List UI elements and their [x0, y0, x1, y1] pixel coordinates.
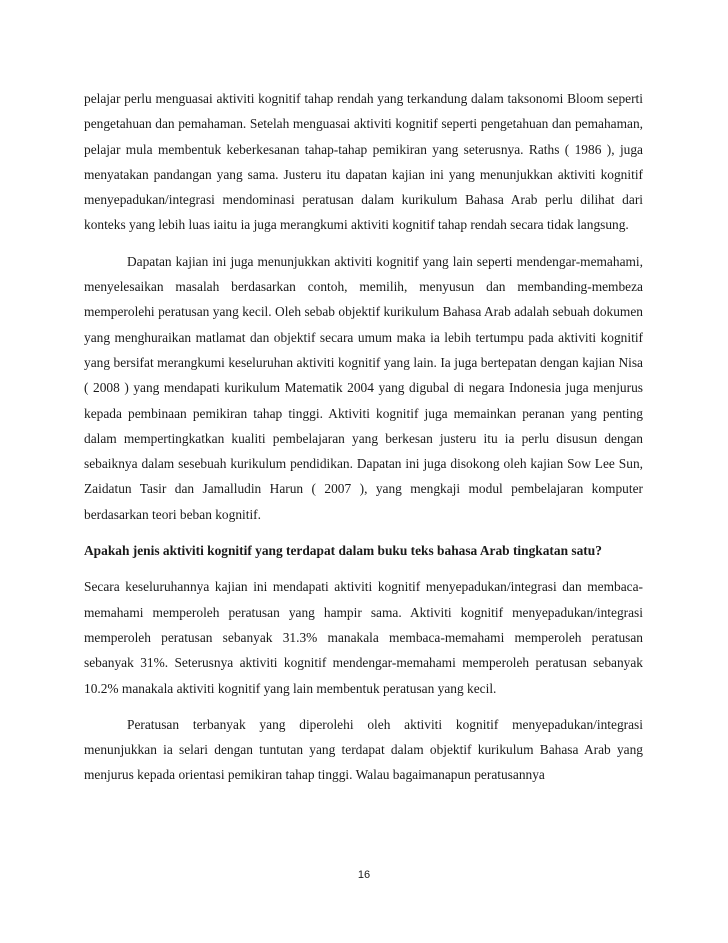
paragraph-2: Dapatan kajian ini juga menunjukkan aktiviti kognitif yang lain seperti mendengar-memahami, menyelesaikan masalah berdasarkan contoh, memilih, menyusun dan membanding-membeza memperolehi peratusan yang kecil. Oleh sebab objektif kurikulum Bahasa Arab adalah sebuah dokumen yang menghuraikan matlamat dan objektif secara umum maka ia lebih tertumpu pada aktiviti kognitif yang bersifat merangkumi keseluruhan aktiviti kognitif yang lain. Ia juga bertepatan dengan kajian Nisa ( 2008 ) yang mendapati kurikulum Matematik 2004 yang digubal di negara Indonesia juga menjurus kepada pembinaan pemikiran tahap tinggi. Aktiviti kognitif juga memainkan peranan yang penting dalam mempertingkatkan kualiti pembelajaran yang berkesan justeru itu ia perlu disusun dengan sebaiknya dalam sesebuah kurikulum pendidikan. Dapatan ini juga disokong oleh kajian Sow Lee Sun, Zaidatun Tasir dan Jamalludin Harun ( 2007 ), yang mengkaji modul pembelajaran komputer berdasarkan teori beban kognitif.	[84, 253, 643, 522]
paragraph-3: Secara keseluruhannya kajian ini mendapati aktiviti kognitif menyepadukan/integrasi dan membaca-memahami memperoleh peratusan yang hampir sama. Aktiviti kognitif menyepadukan/integrasi memperoleh peratusan sebanyak 31.3% manakala membaca-memahami memperoleh peratusan sebanyak 31%. Seterusnya aktiviti kognitif mendengar-memahami memperoleh peratusan sebanyak 10.2% manakala aktiviti kognitif yang lain membentuk peratusan yang kecil.	[84, 579, 643, 696]
paragraph-4: Peratusan terbanyak yang diperolehi oleh aktiviti kognitif menyepadukan/integrasi menunjukkan ia selari dengan tuntutan yang terdapat dalam objektif kurikulum Bahasa Arab yang menjurus kepada orientasi pemikiran tahap tinggi. Walau bagaimanapun peratusannya	[84, 716, 643, 783]
page-body	[84, 86, 643, 799]
paragraph-1: pelajar perlu menguasai aktiviti kognitif tahap rendah yang terkandung dalam taksonomi Bloom seperti pengetahuan dan pemahaman. Setelah menguasai aktiviti kognitif seperti pengetahuan dan pemahaman, pelajar mula membentuk keberkesanan tahap-tahap pemikiran yang seterusnya. Raths ( 1986 ), juga menyatakan pandangan yang sama. Justeru itu dapatan kajian ini yang menunjukkan aktiviti kognitif menyepadukan/integrasi mendominasi peratusan dalam kurikulum Bahasa Arab perlu dilihat dari konteks yang lebih luas iaitu ia juga merangkumi aktiviti kognitif tahap rendah secara tidak langsung.	[84, 91, 643, 233]
section-heading: Apakah jenis aktiviti kognitif yang terdapat dalam buku teks bahasa Arab tingkatan satu?	[84, 543, 602, 559]
page-number: 16	[357, 869, 371, 881]
